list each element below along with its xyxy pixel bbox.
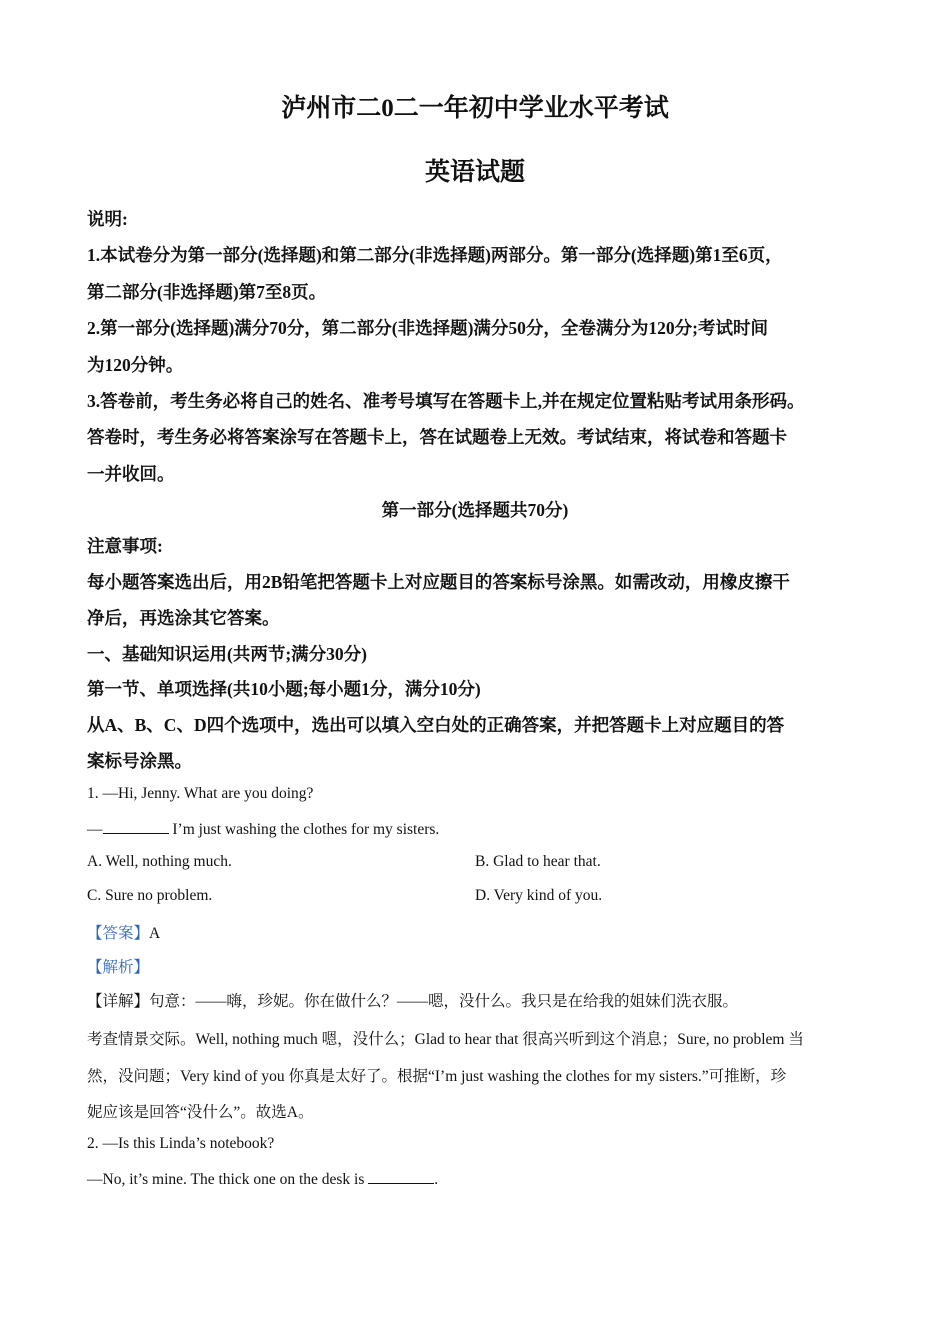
option-d: D. Very kind of you. (475, 887, 603, 904)
analysis-line (87, 955, 149, 977)
detail-line (87, 989, 738, 1011)
detail-tag: 【详解】 (87, 993, 150, 1010)
option-c: C. Sure no problem. (87, 887, 213, 904)
question-1-prompt: 1. —Hi, Jenny. What are you doing? (87, 785, 314, 802)
response-prefix: — (87, 821, 103, 838)
instruction-line: 第二部分(非选择题)第7至8页。 (87, 282, 327, 302)
instruction-line: 一并收回。 (87, 464, 175, 484)
notice-line: 每小题答案选出后，用2B铅笔把答题卡上对应题目的答案标号涂黑。如需改动，用橡皮擦干 (87, 572, 790, 592)
explanation-line: 考查情景交际。Well, nothing much 嗯，没什么；Glad to hear that 很高兴听到这个消息；Sure, no problem 当 (87, 1031, 804, 1048)
response-text: —No, it’s mine. The thick one on the desk is (87, 1171, 369, 1188)
option-a: A. Well, nothing much. (87, 853, 232, 870)
answer-blank (103, 819, 169, 834)
exam-title: 泸州市二0二一年初中学业水平考试 (281, 95, 669, 122)
instructions-heading: 说明: (87, 209, 128, 229)
part-one-heading: 第一部分(选择题共70分) (381, 500, 569, 520)
response-end: . (434, 1171, 439, 1188)
section-heading: 一、基础知识运用(共两节;满分30分) (87, 644, 367, 664)
instruction-line: 2.第一部分(选择题)满分70分，第二部分(非选择题)满分50分，全卷满分为120分;考试时间 (87, 318, 769, 338)
notice-heading: 注意事项: (87, 536, 163, 556)
answer-value: A (149, 925, 161, 942)
notice-line: 净后，再选涂其它答案。 (87, 608, 280, 628)
question-2-prompt: 2. —Is this Linda’s notebook? (87, 1135, 275, 1152)
question-2-response (87, 1169, 438, 1189)
subsection-heading: 第一节、单项选择(共10小题;每小题1分，满分10分) (87, 679, 481, 699)
instruction-line: 为120分钟。 (87, 355, 184, 375)
instruction-line: 答卷时，考生务必将答案涂写在答题卡上，答在试题卷上无效。考试结束，将试卷和答题卡 (87, 427, 787, 447)
response-text: I’m just washing the clothes for my sisters. (168, 821, 440, 838)
analysis-tag: 【解析】 (87, 959, 150, 976)
explanation-line: 妮应该是回答“没什么”。故选A。 (87, 1104, 314, 1121)
instruction-line: 1.本试卷分为第一部分(选择题)和第二部分(非选择题)两部分。第一部分(选择题)第1至6页， (87, 245, 783, 265)
explanation-line: 然，没问题；Very kind of you 你真是太好了。根据“I’m just washing the clothes for my sisters.”可推断，珍 (87, 1068, 787, 1085)
answer-line (87, 921, 160, 943)
answer-tag: 【答案】 (87, 925, 150, 942)
option-b: B. Glad to hear that. (475, 853, 601, 870)
directions-line: 从A、B、C、D四个选项中，选出可以填入空白处的正确答案，并把答题卡上对应题目的答 (87, 715, 785, 735)
exam-subtitle: 英语试题 (424, 159, 525, 186)
directions-line: 案标号涂黑。 (87, 751, 192, 771)
instruction-line: 3.答卷前，考生务必将自己的姓名、准考号填写在答题卡上,并在规定位置粘贴考试用条形码。 (87, 391, 805, 411)
answer-blank (368, 1169, 434, 1184)
question-1-response (87, 819, 439, 839)
detail-text: 句意：——嗨，珍妮。你在做什么？——嗯，没什么。我只是在给我的姐妹们洗衣服。 (149, 993, 739, 1010)
